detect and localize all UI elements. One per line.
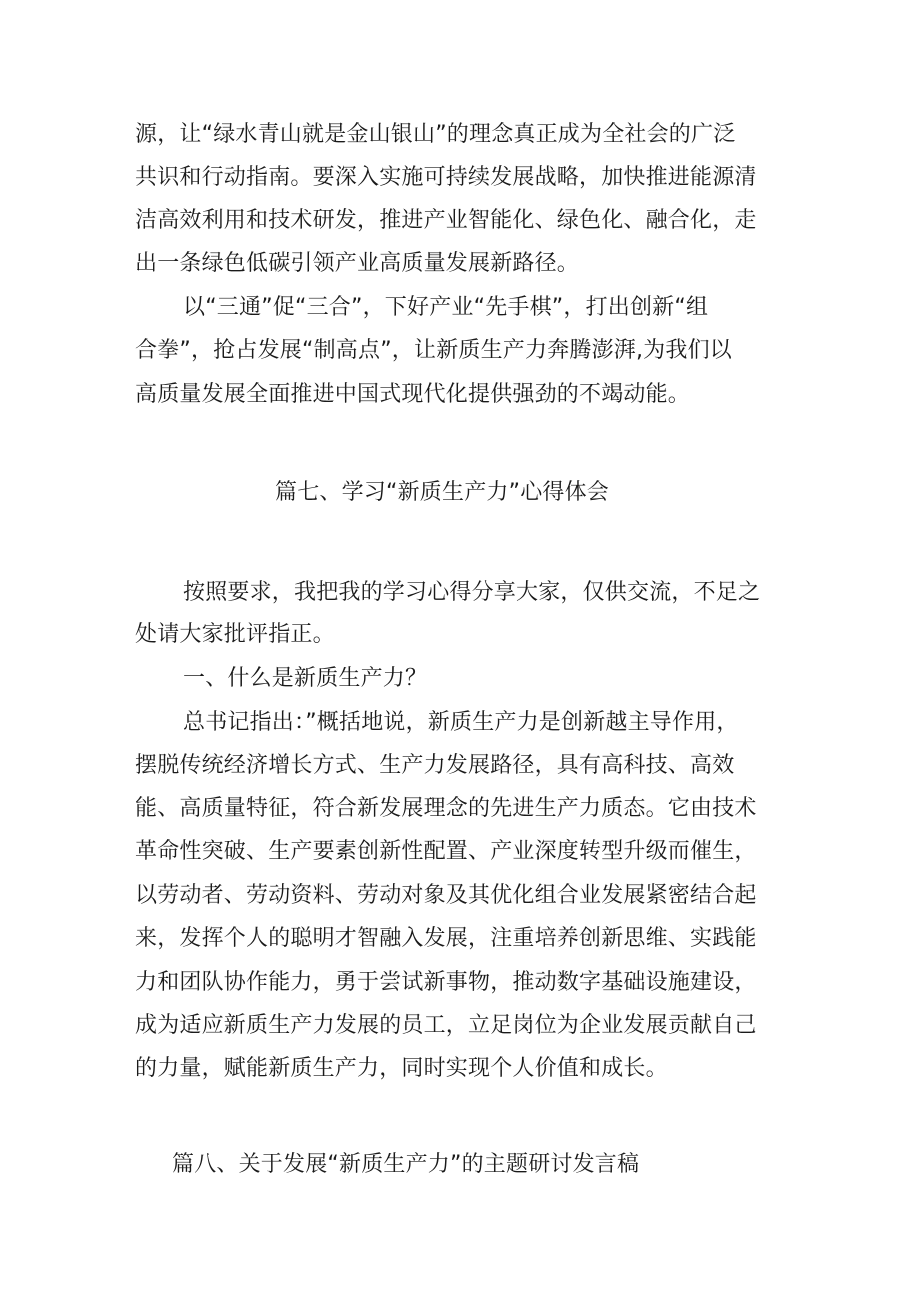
text-line: 摆脱传统经济增长方式、生产力发展路径，具有高科技、高效 — [135, 753, 735, 778]
text-line: 能、高质量特征，符合新发展理念的先进生产力质态。它由技术 — [135, 796, 757, 821]
text-line: 以劳动者、劳动资料、劳动对象及其优化组合业发展紧密结合起 — [135, 883, 757, 908]
text-line: 共识和行动指南。要深入实施可持续发展战略，加快推进能源清 — [135, 165, 757, 190]
text-line: 出一条绿色低碳引领产业高质量发展新路径。 — [135, 251, 580, 276]
text-line: 的力量，赋能新质生产力，同时实现个人价值和成长。 — [135, 1056, 668, 1081]
text-line: 以“三通”促“三合”，下好产业“先手棋”，打出创新“组 — [183, 295, 709, 320]
text-line: 处请大家批评指正。 — [135, 622, 335, 647]
text-line: 来，发挥个人的聪明才智融入发展，注重培养创新思维、实践能 — [135, 926, 757, 951]
section-heading-7: 篇七、学习“新质生产力”心得体会 — [275, 480, 609, 505]
text-line: 合拳”，抢占发展“制高点”，让新质生产力奔腾澎湃,为我们以 — [135, 338, 732, 363]
text-line: 源，让“绿水青山就是金山银山”的理念真正成为全社会的广泛 — [135, 122, 736, 147]
text-line: 按照要求，我把我的学习心得分享大家，仅供交流，不足之 — [183, 580, 761, 605]
section-heading-8: 篇八、关于发展“新质生产力”的主题研讨发言稿 — [172, 1152, 640, 1177]
text-line: 洁高效利用和技术研发，推进产业智能化、绿色化、融合化，走 — [135, 208, 757, 233]
text-line: 成为适应新质生产力发展的员工，立足岗位为企业发展贡献自己 — [135, 1013, 757, 1038]
text-line: 总书记指出：”概括地说，新质生产力是创新越主导作用， — [183, 710, 739, 735]
text-line: 高质量发展全面推进中国式现代化提供强劲的不竭动能。 — [135, 382, 691, 407]
subheading: 一、什么是新质生产力？ — [183, 666, 428, 691]
text-line: 革命性突破、生产要素创新性配置、产业深度转型升级而催生， — [135, 839, 757, 864]
text-line: 力和团队协作能力，勇于尝试新事物，推动数字基础设施建设， — [135, 970, 757, 995]
